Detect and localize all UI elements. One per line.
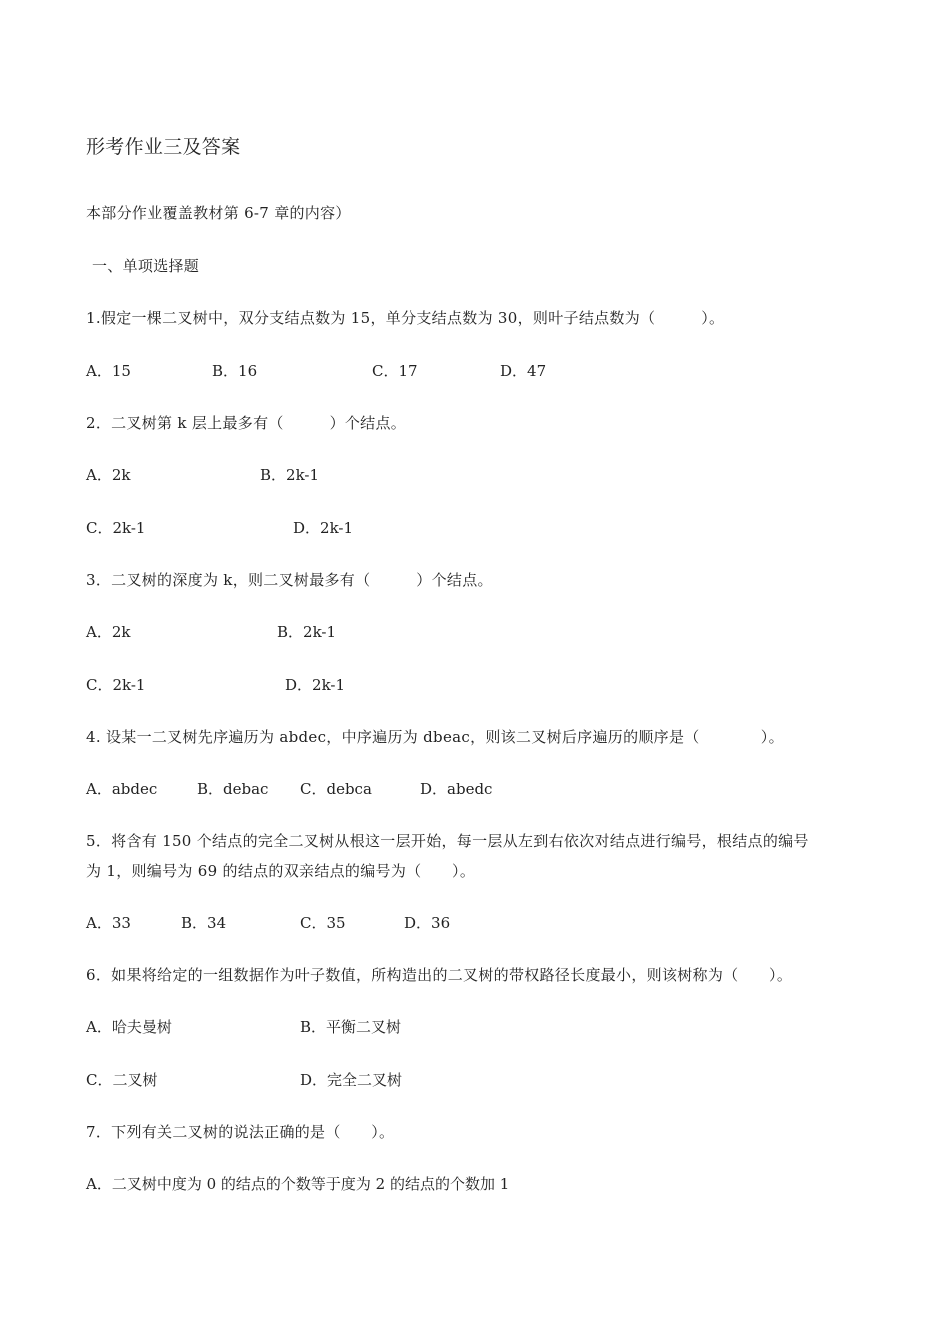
option-d: D．abedc xyxy=(420,780,493,798)
option-a: A．二叉树中度为 0 的结点的个数等于度为 2 的结点的个数加 1 xyxy=(86,1175,510,1193)
option-a: A．abdec xyxy=(86,780,158,798)
option-b: B．debac xyxy=(197,780,269,798)
option-c: C．17 xyxy=(372,362,418,380)
option-a: A．15 xyxy=(86,362,131,380)
option-a: A．33 xyxy=(86,914,131,932)
option-c: C．2k-1 xyxy=(86,676,146,694)
intro-text: 本部分作业覆盖教材第 6-7 章的内容） xyxy=(86,204,351,222)
option-b: B．2k-1 xyxy=(277,623,337,641)
option-d: D．47 xyxy=(500,362,547,380)
option-c: C．二叉树 xyxy=(86,1071,158,1089)
option-b: B．平衡二叉树 xyxy=(300,1018,402,1036)
option-b: B．16 xyxy=(212,362,258,380)
option-c: C．2k-1 xyxy=(86,519,146,537)
option-d: D．36 xyxy=(404,914,451,932)
document-title: 形考作业三及答案 xyxy=(86,136,241,158)
question-text: 1.假定一棵二叉树中，双分支结点数为 15，单分支结点数为 30，则叶子结点数为（ ）。 xyxy=(86,309,725,327)
question-text: 6．如果将给定的一组数据作为叶子数值，所构造出的二叉树的带权路径长度最小，则该树称为（ ）。 xyxy=(86,966,793,984)
option-c: C．debca xyxy=(300,780,372,798)
option-d: D．2k-1 xyxy=(285,676,346,694)
option-c: C．35 xyxy=(300,914,346,932)
question-text-line2: 为 1，则编号为 69 的结点的双亲结点的编号为（ ）。 xyxy=(86,862,476,880)
option-a: A．哈夫曼树 xyxy=(86,1018,172,1036)
section-heading: 一、单项选择题 xyxy=(92,257,200,275)
option-a: A．2k xyxy=(86,623,131,641)
question-text: 4. 设某一二叉树先序遍历为 abdec，中序遍历为 dbeac，则该二叉树后序遍历的顺序是（ ）。 xyxy=(86,728,784,746)
question-text: 7．下列有关二叉树的说法正确的是（ ）。 xyxy=(86,1123,395,1141)
option-d: D．完全二叉树 xyxy=(300,1071,403,1089)
question-text: 2．二叉树第 k 层上最多有（ ）个结点。 xyxy=(86,414,407,432)
question-text: 3．二叉树的深度为 k，则二叉树最多有（ ）个结点。 xyxy=(86,571,493,589)
question-text-line1: 5．将含有 150 个结点的完全二叉树从根这一层开始，每一层从左到右依次对结点进行编号，根结点的编号 xyxy=(86,832,809,850)
option-b: B．34 xyxy=(181,914,227,932)
option-a: A．2k xyxy=(86,466,131,484)
option-b: B．2k-1 xyxy=(260,466,320,484)
option-d: D．2k-1 xyxy=(293,519,354,537)
